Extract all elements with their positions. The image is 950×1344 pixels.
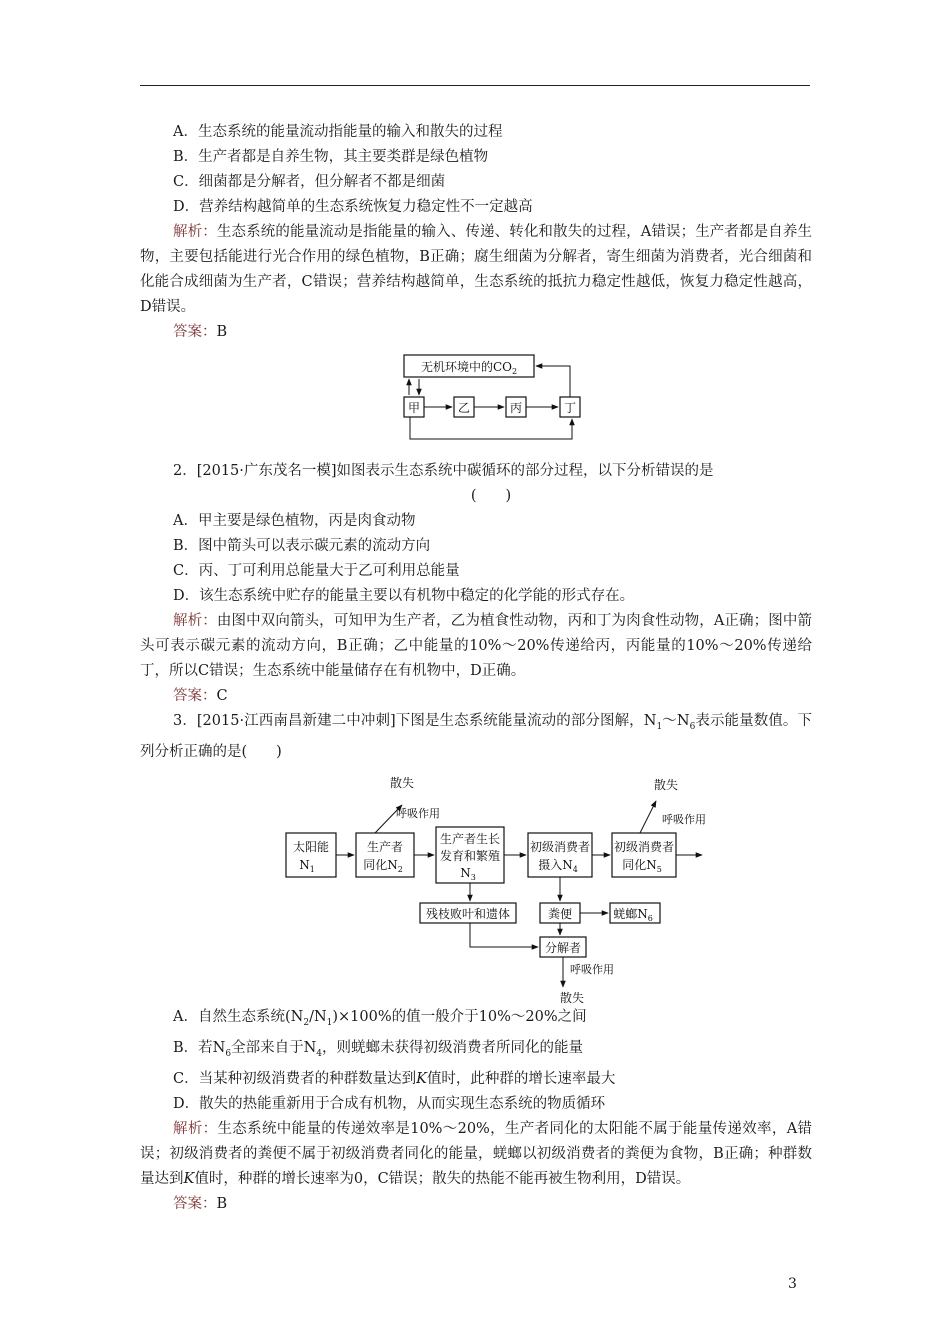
producer-resp-label: 呼吸作用 (396, 806, 440, 820)
q3-analysis: 解析：生态系统中能量的传递效率是10%～20%，生产者同化的太阳能不属于能量传递效率，A错误；初级消费者的粪便不属于初级消费者同化的能量，蜣螂以初级消费者的粪便为食物，B正确；种群数量达到K值时，种群的增长速率为0，C错误；散失的热能不能再被生物利用，D错误。 (140, 1120, 812, 1187)
q3-answer (140, 1192, 812, 1217)
growth-n3: $N_3$ (460, 865, 476, 882)
arrow-ding-co2 (536, 366, 570, 397)
arrow-residue-decomposer (470, 923, 538, 947)
analysis-label: 解析： (173, 613, 217, 629)
growth-label-2: 发育和繁殖 (439, 848, 501, 863)
page-content (140, 120, 812, 1217)
answer-label: 答案： (173, 324, 217, 340)
analysis-label: 解析： (173, 224, 217, 240)
q3-option-b: B．若$N_6$全部来自于$N_4$，则蜣螂未获得初级消费者所同化的能量 (173, 1039, 583, 1059)
assim-lost-label: 散失 (654, 777, 679, 792)
growth-label-1: 生产者生长 (439, 831, 501, 846)
answer-label: 答案： (173, 1195, 217, 1212)
q3-answer-value: B (216, 1195, 228, 1212)
feces-label: 粪便 (547, 906, 573, 921)
assim-label: 初级消费者 (613, 839, 675, 854)
q3-option-c: C．当某种初级消费者的种群数量达到K值时，此种群的增长速率最大 (173, 1070, 616, 1087)
q1-analysis-text: 生态系统的能量流动是指能量的输入、传递、转化和散失的过程，A错误；生产者都是自养生物，主要包括能进行光合作用的绿色植物，B正确；腐生细菌为分解者，寄生细菌为消费者，光合细菌和化能合成细菌为生产者，C错误；营养结构越简单，生态系统的抵抗力稳定性越低，恢复力稳定性越高，D错误。 (140, 224, 813, 315)
assim-n5: 同化$N_5$ (622, 857, 662, 874)
arrow-assim-lost (640, 801, 656, 833)
q2-analysis (140, 609, 812, 684)
q2-option-b: B．图中箭头可以表示碳元素的流动方向 (173, 538, 431, 554)
arrow-jia-ding (410, 417, 572, 439)
q1-answer (140, 320, 812, 345)
q2-option-a: A．甲主要是绿色植物，丙是肉食动物 (173, 513, 416, 529)
q2-answer (140, 684, 812, 709)
energy-flow-diagram (140, 765, 812, 1005)
q2-option-d: D．该生态系统中贮存的能量主要以有机物中稳定的化学能的形式存在。 (173, 588, 635, 604)
q1-option-c: C．细菌都是分解者，但分解者不都是细菌 (173, 174, 446, 190)
node-jia: 甲 (407, 401, 421, 415)
q2-paren: ( ) (470, 488, 512, 504)
producer-lost-label: 散失 (390, 775, 415, 790)
q2-answer-value: C (216, 688, 228, 704)
sun-label: 太阳能 (292, 839, 330, 854)
q1-answer-value: B (216, 324, 228, 340)
intake-label: 初级消费者 (529, 839, 591, 854)
page-number: 3 (788, 1276, 797, 1292)
decomposer-label: 分解者 (544, 940, 582, 955)
producer-n2: 同化$N_2$ (363, 857, 403, 874)
q2-analysis-text: 由图中双向箭头，可知甲为生产者，乙为植食性动物，丙和丁为肉食性动物，A正确；图中箭头可表示碳元素的流动方向，B正确；乙中能量的10%～20%传递给丙，丙能量的10%～20%传递给丁，所以C错误；生态系统中能量储存在有机物中，D正确。 (140, 613, 813, 679)
sun-n1: $N_1$ (299, 857, 315, 874)
producer-label: 生产者 (366, 839, 404, 854)
q3-option-a: A．自然生态系统$(N_2/N_1)\times 100\%$的值一般介于10%～20%之间 (173, 1008, 587, 1028)
intake-n4: 摄入$N_4$ (538, 857, 578, 874)
answer-label: 答案： (173, 688, 217, 704)
dung-beetle-label: 蜣螂$N_6$ (613, 906, 653, 923)
node-bing: 丙 (509, 401, 523, 415)
q2-option-c: C．丙、丁可利用总能量大于乙可利用总能量 (173, 563, 460, 579)
decomposer-lost-label: 散失 (560, 990, 585, 1005)
node-yi: 乙 (457, 401, 471, 415)
decomposer-resp-label: 呼吸作用 (570, 962, 614, 976)
q1-option-d: D．营养结构越简单的生态系统恢复力稳定性不一定越高 (173, 199, 533, 215)
node-ding: 丁 (563, 401, 577, 415)
q1-option-b: B．生产者都是自养生物，其主要类群是绿色植物 (173, 149, 489, 165)
q1-analysis (140, 220, 812, 320)
header-rule (140, 85, 810, 86)
analysis-label: 解析： (173, 1120, 218, 1137)
q3-option-d: D．散失的热能重新用于合成有机物，从而实现生态系统的物质循环 (173, 1095, 606, 1112)
q1-option-a: A．生态系统的能量流动指能量的输入和散失的过程 (173, 124, 503, 140)
q3-stem: 3．[2015·江西南昌新建二中冲刺]下图是生态系统能量流动的部分图解，$N_1\sim N_6$表示能量数值。下列分析正确的是( ) (140, 713, 812, 760)
carbon-cycle-diagram (140, 345, 812, 459)
assim-resp-label: 呼吸作用 (662, 812, 706, 826)
co2-label: 无机环境中的$CO_2$ (420, 360, 518, 376)
residue-label: 残枝败叶和遗体 (425, 906, 511, 921)
q2-stem: 2．[2015·广东茂名一模]如图表示生态系统中碳循环的部分过程，以下分析错误的是 (173, 463, 714, 479)
